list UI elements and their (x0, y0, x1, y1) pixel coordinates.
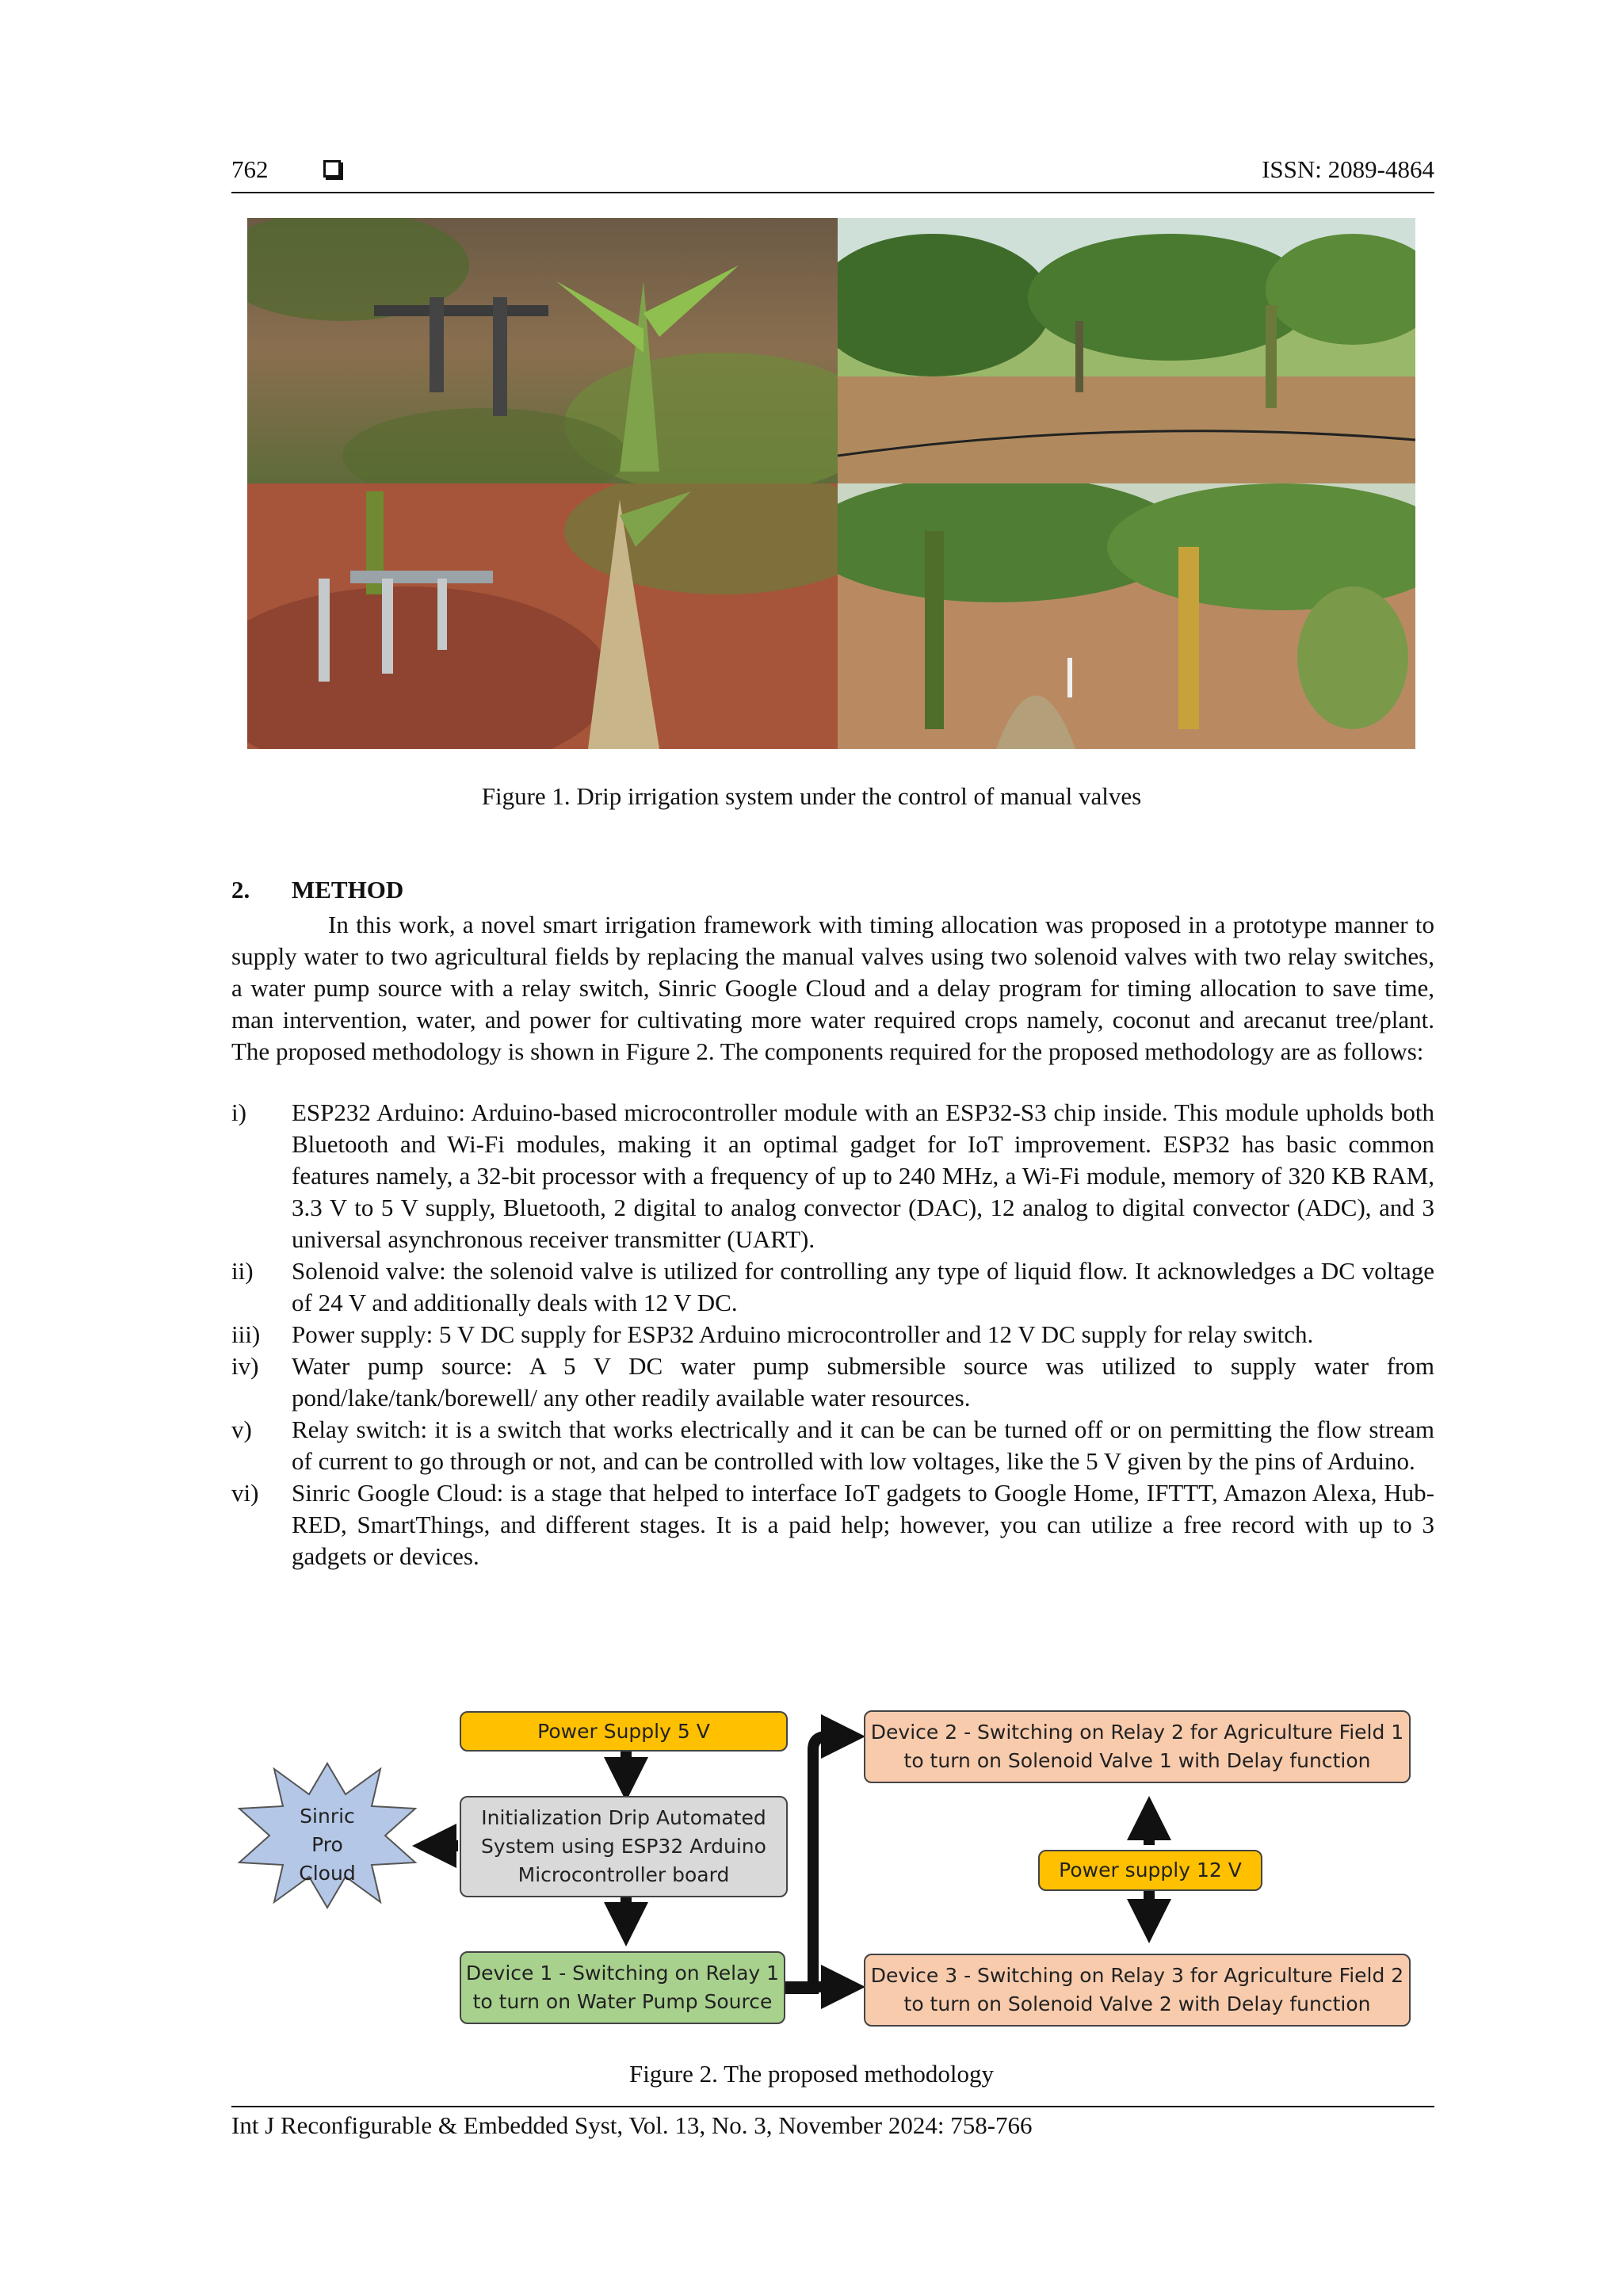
device-3-box (864, 1954, 1411, 2027)
device1-line: Device 1 - Switching on Relay 1 (465, 1962, 780, 1985)
sinric-line: Pro (311, 1833, 343, 1856)
list-item-text: Relay switch: it is a switch that works electrically and it can be can be turned off or on permitting the flow stream of current to go through or not, and can be controlled with low voltages, like the 5 V given by the pins of Arduino. (292, 1415, 1434, 1475)
init-line: Initialization Drip Automated (481, 1806, 766, 1829)
device2-line: Device 2 - Switching on Relay 2 for Agriculture Field 1 (870, 1721, 1404, 1744)
device1-line: to turn on Water Pump Source (472, 1990, 773, 2013)
footer-rule (231, 2106, 1434, 2107)
list-marker: vi) (231, 1479, 259, 1507)
list-marker: v) (231, 1415, 252, 1443)
power-supply-5v-box (460, 1711, 788, 1752)
footer-citation: Int J Reconfigurable & Embedded Syst, Vol. 13, No. 3, November 2024: 758-766 (231, 2111, 1033, 2139)
device-1-box (460, 1951, 785, 2024)
list-marker: iv) (231, 1352, 259, 1380)
power-supply-12v-box (1038, 1850, 1262, 1891)
figure-2-caption: Figure 2. The proposed methodology (628, 2060, 995, 2088)
method-paragraph: In this work, a novel smart irrigation framework with timing allocation was proposed in a prototype manner to supply water to two agricultural fields by replacing the manual valves using two solenoid valves with two relay switches, a water pump source with a relay switch, Sinric Google Cloud and a delay program for timing allocation to save time, man intervention, water, and power for cultivating more water required crops namely, coconut and arecanut tree/plant. The proposed methodology is shown in Figure 2. The components required for the proposed methodology are as follows: (231, 911, 1434, 1065)
list-item-text: ESP232 Arduino: Arduino-based microcontroller module with an ESP32-S3 chip inside. This module upholds both Bluetooth and Wi-Fi modules, making it an optimal gadget for IoT improvement. ESP32 has basic common features namely, a 32-bit processor with a frequency of up to 240 MHz, a Wi-Fi module, memory of 320 KB RAM, 3.3 V to 5 V supply, Bluetooth, 2 digital to analog convector (DAC), 12 analog to digital convector (ADC), and 3 universal asynchronous receiver transmitter (UART). (292, 1098, 1434, 1253)
sinric-line: Cloud (299, 1862, 356, 1885)
section-title: METHOD (292, 876, 404, 904)
figure-1-caption: Figure 1. Drip irrigation system under the control of manual valves (481, 782, 1142, 810)
power-supply-5v-label: Power Supply 5 V (537, 1719, 710, 1743)
list-item-text: Water pump source: A 5 V DC water pump submersible source was utilized to supply water from pond/lake/tank/borewell/ any other readily available water resources. (292, 1352, 1434, 1412)
list-item-text: Sinric Google Cloud: is a stage that helped to interface IoT gadgets to Google Home, IFTTT, Amazon Alexa, Hub-RED, SmartThings, and different stages. It is a paid help; however, you can utilize a free record with up to 3 gadgets or devices. (292, 1479, 1434, 1570)
device2-line: to turn on Solenoid Valve 1 with Delay function (903, 1749, 1371, 1772)
list-marker: ii) (231, 1257, 254, 1285)
arrow-device1-to-device2 (785, 1736, 843, 1988)
power-supply-12v-label: Power supply 12 V (1059, 1859, 1242, 1881)
journal-issn: ISSN: 2089-4864 (1262, 155, 1434, 183)
device3-line: to turn on Solenoid Valve 2 with Delay function (903, 1992, 1371, 2015)
sinric-line: Sinric (300, 1805, 355, 1828)
sinric-pro-cloud-label (262, 1799, 393, 1891)
section-number: 2. (231, 876, 250, 904)
init-line: Microcontroller board (517, 1863, 730, 1886)
initialization-box (460, 1796, 788, 1897)
device-2-box (864, 1710, 1411, 1783)
device3-line: Device 3 - Switching on Relay 3 for Agriculture Field 2 (870, 1964, 1404, 1987)
list-item-text: Power supply: 5 V DC supply for ESP32 Arduino microcontroller and 12 V DC supply for relay switch. (292, 1320, 1314, 1348)
page-number: 762 (231, 155, 269, 183)
list-marker: i) (231, 1098, 246, 1126)
init-line: System using ESP32 Arduino (481, 1835, 766, 1858)
list-marker: iii) (231, 1320, 261, 1348)
list-item-text: Solenoid valve: the solenoid valve is utilized for controlling any type of liquid flow. It acknowledges a DC voltage of 24 V and additionally deals with 12 V DC. (292, 1257, 1434, 1316)
